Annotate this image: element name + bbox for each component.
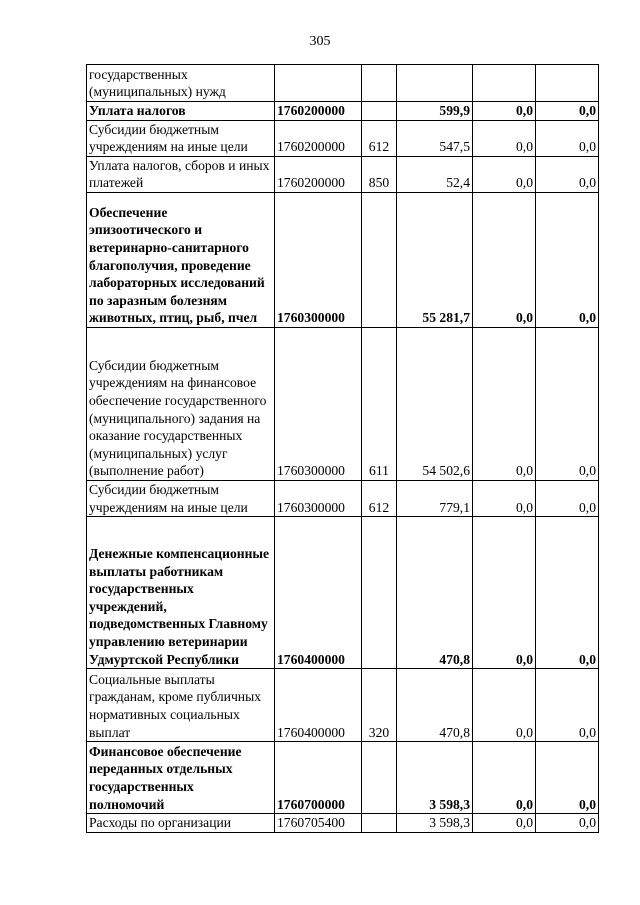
row-name-cell: Социальные выплаты гражданам, кроме публичных нормативных социальных выплат — [87, 669, 275, 742]
row-sum-year3-cell: 0,0 — [536, 742, 599, 814]
budget-table-body — [87, 65, 599, 833]
row-vr-code-cell — [362, 65, 397, 102]
row-sum-year3-cell: 0,0 — [536, 480, 599, 516]
row-sum-year1-cell: 779,1 — [397, 480, 473, 516]
row-sum-year1-cell: 52,4 — [397, 156, 473, 192]
row-sum-year2-cell: 0,0 — [473, 517, 536, 669]
row-name-cell: Субсидии бюджетным учреждениям на финансовое обеспечение государственного (муниципального) задания на оказание государственных (муниципальных) услуг (выполнение работ) — [87, 327, 275, 480]
row-sum-year2-cell: 0,0 — [473, 669, 536, 742]
row-vr-code-cell — [362, 102, 397, 121]
row-vr-code-cell: 850 — [362, 156, 397, 192]
page-number: 305 — [309, 34, 331, 49]
table-row — [87, 669, 599, 742]
row-sum-year1-cell: 54 502,6 — [397, 327, 473, 480]
table-row — [87, 192, 599, 327]
row-name-cell: Расходы по организации — [87, 814, 275, 833]
row-vr-code-cell: 320 — [362, 669, 397, 742]
row-vr-code-cell — [362, 814, 397, 833]
table-row — [87, 156, 599, 192]
table-row — [87, 480, 599, 516]
row-sum-year3-cell: 0,0 — [536, 120, 599, 156]
row-vr-code-cell: 611 — [362, 327, 397, 480]
row-name-cell: Финансовое обеспечение переданных отдельных государственных полномочий — [87, 742, 275, 814]
row-sum-year2-cell: 0,0 — [473, 192, 536, 327]
row-csr-code-cell: 1760300000 — [275, 327, 362, 480]
table-row — [87, 742, 599, 814]
table-row — [87, 65, 599, 102]
row-vr-code-cell — [362, 192, 397, 327]
row-name-cell: Обеспечение эпизоотического и ветеринарно-санитарного благополучия, проведение лабораторных исследований по заразным болезням животных, птиц, рыб, пчел — [87, 192, 275, 327]
row-name-cell: Субсидии бюджетным учреждениям на иные цели — [87, 480, 275, 516]
row-sum-year1-cell: 470,8 — [397, 517, 473, 669]
row-name-cell: Уплата налогов — [87, 102, 275, 121]
row-sum-year3-cell: 0,0 — [536, 192, 599, 327]
row-sum-year3-cell: 0,0 — [536, 102, 599, 121]
budget-table — [86, 64, 599, 833]
row-csr-code-cell: 1760700000 — [275, 742, 362, 814]
row-name-cell: Денежные компенсационные выплаты работникам государственных учреждений, подведомственных Главному управлению ветеринарии Удмуртской Республики — [87, 517, 275, 669]
row-sum-year2-cell: 0,0 — [473, 102, 536, 121]
row-sum-year2-cell: 0,0 — [473, 327, 536, 480]
row-sum-year1-cell: 55 281,7 — [397, 192, 473, 327]
row-name-cell: Уплата налогов, сборов и иных платежей — [87, 156, 275, 192]
row-csr-code-cell: 1760200000 — [275, 102, 362, 121]
table-row — [87, 517, 599, 669]
row-sum-year2-cell: 0,0 — [473, 156, 536, 192]
row-vr-code-cell: 612 — [362, 480, 397, 516]
row-name-cell: Субсидии бюджетным учреждениям на иные цели — [87, 120, 275, 156]
table-row — [87, 814, 599, 833]
row-csr-code-cell: 1760705400 — [275, 814, 362, 833]
row-sum-year1-cell: 547,5 — [397, 120, 473, 156]
row-csr-code-cell: 1760300000 — [275, 192, 362, 327]
row-sum-year2-cell — [473, 65, 536, 102]
row-sum-year3-cell: 0,0 — [536, 669, 599, 742]
table-row — [87, 120, 599, 156]
row-sum-year3-cell: 0,0 — [536, 327, 599, 480]
row-sum-year2-cell: 0,0 — [473, 742, 536, 814]
row-sum-year1-cell: 3 598,3 — [397, 814, 473, 833]
row-csr-code-cell: 1760300000 — [275, 480, 362, 516]
row-sum-year1-cell: 470,8 — [397, 669, 473, 742]
row-sum-year1-cell — [397, 65, 473, 102]
row-csr-code-cell: 1760200000 — [275, 120, 362, 156]
row-sum-year3-cell: 0,0 — [536, 156, 599, 192]
row-vr-code-cell — [362, 517, 397, 669]
table-row — [87, 327, 599, 480]
row-csr-code-cell: 1760400000 — [275, 669, 362, 742]
table-row — [87, 102, 599, 121]
row-sum-year2-cell: 0,0 — [473, 814, 536, 833]
row-sum-year1-cell: 599,9 — [397, 102, 473, 121]
row-name-cell: государственных (муниципальных) нужд — [87, 65, 275, 102]
row-sum-year2-cell: 0,0 — [473, 480, 536, 516]
row-csr-code-cell: 1760400000 — [275, 517, 362, 669]
row-vr-code-cell: 612 — [362, 120, 397, 156]
row-sum-year1-cell: 3 598,3 — [397, 742, 473, 814]
row-vr-code-cell — [362, 742, 397, 814]
row-sum-year2-cell: 0,0 — [473, 120, 536, 156]
row-csr-code-cell: 1760200000 — [275, 156, 362, 192]
row-csr-code-cell — [275, 65, 362, 102]
row-sum-year3-cell: 0,0 — [536, 814, 599, 833]
row-sum-year3-cell — [536, 65, 599, 102]
row-sum-year3-cell: 0,0 — [536, 517, 599, 669]
